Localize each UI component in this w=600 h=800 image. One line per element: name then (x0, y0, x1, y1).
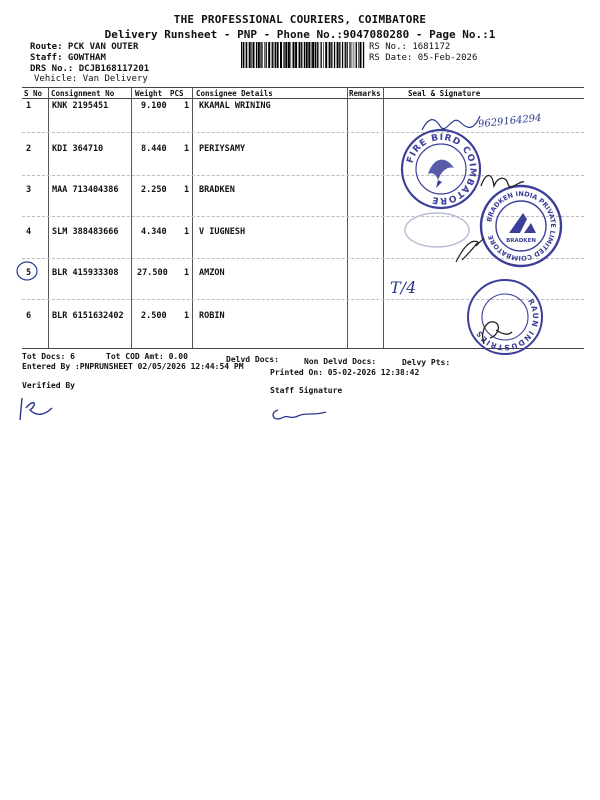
total-cod-amount: Tot COD Amt: 0.00 (106, 352, 188, 361)
company-title: THE PROFESSIONAL COURIERS, COIMBATORE (173, 13, 427, 26)
drs-number: DRS No.: DCJB168117201 (30, 64, 150, 74)
row-6-pcs: 1 (184, 311, 190, 321)
entered-by: Entered By :PNPRUNSHEET 02/05/2026 12:44:54 PM (22, 362, 244, 371)
row-3-pcs: 1 (184, 185, 190, 195)
row-3-weight: 2.250 (141, 185, 167, 195)
industries-stamp-text: RAUN INDUSTRIES (473, 297, 541, 353)
barcode-bar (256, 42, 257, 68)
row-1-sno: 1 (26, 101, 32, 111)
barcode-bar (358, 42, 359, 68)
route-label: Route: PCK VAN OUTER (30, 42, 139, 52)
row-4-pcs: 1 (184, 227, 190, 237)
delivery-points: Delvy Pts: (402, 358, 451, 367)
barcode-bar (291, 42, 292, 68)
row-4-consignee: V IUGNESH (199, 227, 246, 237)
barcode-bar (312, 42, 314, 68)
row-2-consignment: KDI 364710 (52, 144, 104, 154)
barcode-bar (268, 42, 270, 68)
barcode-bar (363, 42, 364, 68)
row-1-weight: 9.100 (141, 101, 167, 111)
table-header-rule (22, 98, 584, 99)
barcode-bar (299, 42, 301, 68)
circle-mark (14, 259, 42, 283)
row-6-consignment: BLR 6151632402 (52, 311, 124, 321)
bradken-logo-text: BRADKEN (506, 238, 536, 244)
barcode-bar (293, 42, 295, 68)
row-1-pcs: 1 (184, 101, 190, 111)
barcode-bar (245, 42, 246, 68)
barcode-bar (258, 42, 260, 68)
barcode-bar (339, 42, 340, 68)
verified-signature (16, 394, 56, 424)
staff-signature-label: Staff Signature (270, 386, 343, 395)
barcode-bar (288, 42, 290, 68)
barcode-bar (306, 42, 308, 68)
barcode-bar (315, 42, 316, 68)
rs-date: RS Date: 05-Feb-2026 (369, 53, 478, 63)
signature-row-4 (452, 232, 492, 266)
barcode-bar (317, 42, 318, 68)
signature-row-3 (478, 168, 528, 194)
barcode-bar (308, 42, 310, 68)
barcode-bar (280, 42, 282, 68)
vehicle-label: Vehicle: Van Delivery (34, 74, 148, 84)
header-consignee: Consignee Details (196, 89, 273, 98)
row-6-sno: 6 (26, 311, 32, 321)
barcode-bar (274, 42, 275, 68)
runsheet-subtitle: Delivery Runsheet - PNP - Phone No.:9047080280 - Page No.:1 (104, 28, 496, 41)
table-top-rule (22, 87, 584, 88)
barcode-bar (337, 42, 339, 68)
row-5-pcs: 1 (184, 268, 190, 278)
header-sno: S No (24, 89, 43, 98)
header-pcs: PCS (170, 89, 184, 98)
barcode-bar (251, 42, 252, 68)
printed-on: Printed On: 05-02-2026 12:38:42 (270, 368, 420, 377)
row-5-sno: 5 (26, 268, 32, 278)
barcode (240, 42, 366, 68)
signature-row-1 (418, 108, 498, 138)
header-remarks: Remarks (349, 89, 381, 98)
col-divider (131, 87, 132, 348)
barcode-bar (304, 42, 305, 68)
col-divider (192, 87, 193, 348)
handwritten-remark: T/4 (390, 278, 417, 297)
col-divider (347, 87, 348, 348)
barcode-bar (329, 42, 331, 68)
barcode-bar (345, 42, 346, 68)
row-6-weight: 2.500 (141, 311, 167, 321)
delivered-docs: Delvd Docs: (226, 355, 279, 364)
row-2-pcs: 1 (184, 144, 190, 154)
staff-signature (268, 402, 332, 426)
barcode-bar (295, 42, 297, 68)
barcode-bar (334, 42, 335, 68)
row-rule (22, 132, 584, 133)
header-weight: Weight (135, 89, 163, 98)
row-4-sno: 4 (26, 227, 32, 237)
row-4-consignment: SLM 388483666 (52, 227, 119, 237)
barcode-bar (301, 42, 302, 68)
barcode-bar (243, 42, 244, 68)
col-divider (48, 87, 49, 348)
barcode-bar (277, 42, 279, 68)
barcode-bar (331, 42, 332, 68)
barcode-bar (241, 42, 242, 68)
row-5-consignee: AMZON (199, 268, 225, 278)
barcode-bar (360, 42, 362, 68)
signature-row-6 (476, 312, 516, 348)
barcode-bar (285, 42, 287, 68)
barcode-bar (275, 42, 276, 68)
col-divider (383, 87, 384, 348)
barcode-bar (262, 42, 263, 68)
header-seal-signature: Seal & Signature (408, 89, 481, 98)
firebird-stamp (398, 126, 484, 212)
handwritten-phone: 9629164294 (477, 112, 543, 131)
barcode-bar (260, 42, 261, 68)
barcode-bar (350, 42, 351, 68)
barcode-bar (349, 42, 350, 68)
row-5-weight: 27.500 (137, 268, 168, 278)
barcode-bar (246, 42, 247, 68)
barcode-bar (321, 42, 322, 68)
row-3-sno: 3 (26, 185, 32, 195)
barcode-bar (283, 42, 284, 68)
barcode-bar (356, 42, 357, 68)
bradken-stamp-text: BRADKEN INDIA PRIVATE LIMITED COIMBATORE (485, 189, 558, 263)
non-delivered-docs: Non Delvd Docs: (304, 357, 377, 366)
barcode-bar (342, 42, 343, 68)
row-2-weight: 8.440 (141, 144, 167, 154)
row-3-consignment: MAA 713404386 (52, 185, 119, 195)
row-1-consignee: KKAMAL WRINING (199, 101, 271, 111)
staff-label: Staff: GOWTHAM (30, 53, 106, 63)
rs-number: RS No.: 1681172 (369, 42, 451, 52)
row-6-consignee: ROBIN (199, 311, 225, 321)
verified-by-label: Verified By (22, 381, 75, 390)
barcode-bar (272, 42, 273, 68)
barcode-bar (266, 42, 267, 68)
row-3-consignee: BRADKEN (199, 185, 235, 195)
row-1-consignment: KNK 2195451 (52, 101, 109, 111)
barcode-bar (319, 42, 320, 68)
barcode-bar (249, 42, 251, 68)
barcode-bar (311, 42, 312, 68)
row-4-weight: 4.340 (141, 227, 167, 237)
barcode-bar (354, 42, 355, 68)
barcode-bar (323, 42, 324, 68)
barcode-bar (352, 42, 353, 68)
barcode-bar (253, 42, 255, 68)
row-2-consignee: PERIYSAMY (199, 144, 246, 154)
total-docs: Tot Docs: 6 (22, 352, 75, 361)
barcode-bar (325, 42, 327, 68)
row-2-sno: 2 (26, 144, 32, 154)
header-consignment: Consignment No (51, 89, 115, 98)
row-5-consignment: BLR 415933308 (52, 268, 119, 278)
firebird-stamp-text: FIRE BIRD COIMBATORE (405, 132, 478, 206)
barcode-bar (264, 42, 265, 68)
barcode-bar (347, 42, 348, 68)
